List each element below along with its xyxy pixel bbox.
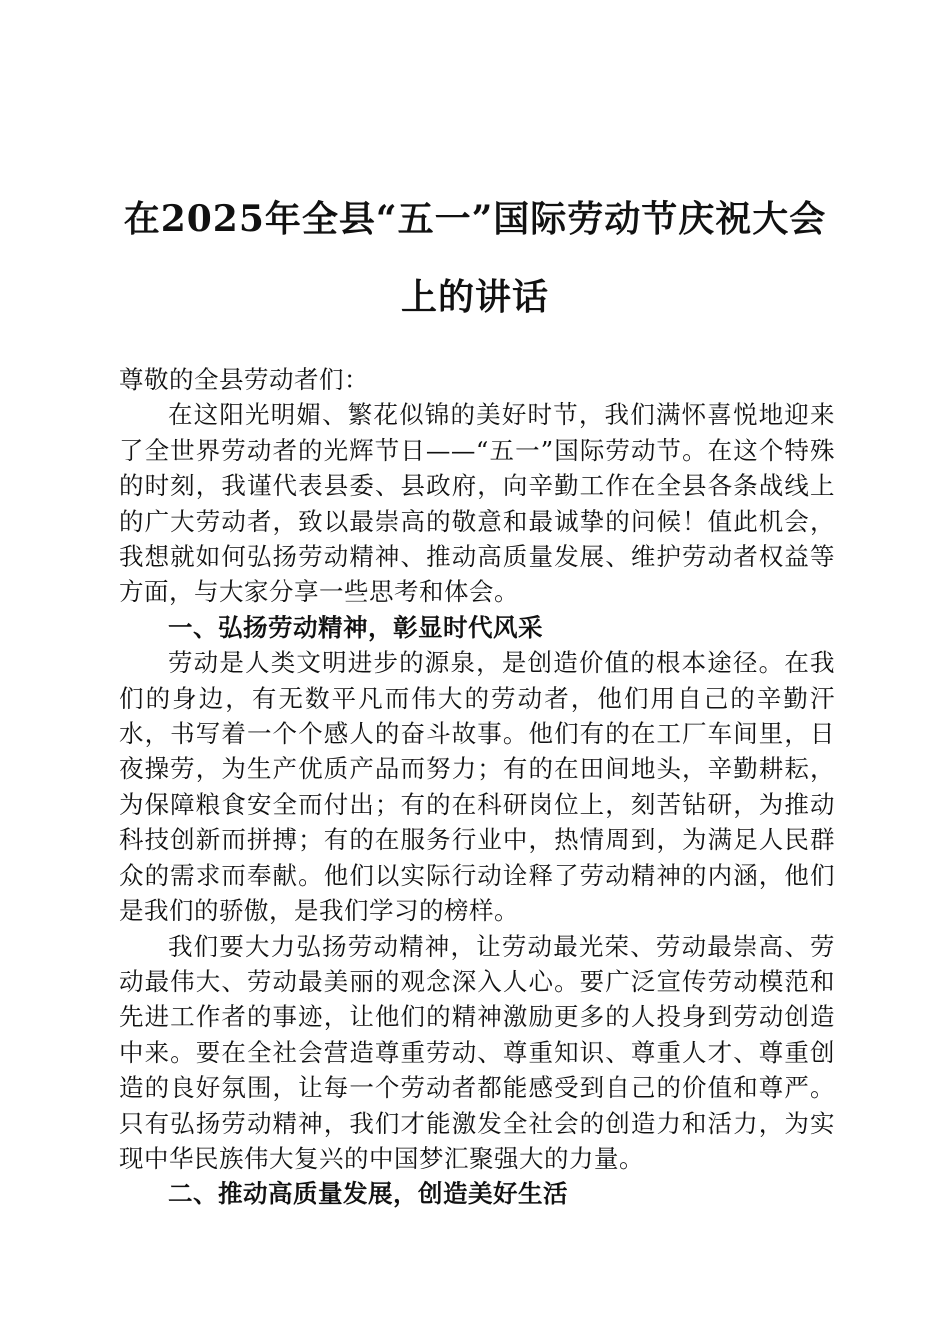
document-body bbox=[119, 362, 835, 1212]
document-title: 在2025年全县“五一”国际劳动节庆祝大会上的讲话 bbox=[123, 198, 827, 318]
paragraph-labor-source: 劳动是人类文明进步的源泉，是创造价值的根本途径。在我们的身边，有无数平凡而伟大的劳动者，他们用自己的辛勤汗水，书写着一个个感人的奋斗故事。他们有的在工厂车间里，日夜操劳，为生产优质产品而努力；有的在田间地头，辛勤耕耘，为保障粮食安全而付出；有的在科研岗位上，刻苦钻研，为推动科技创新而拼搏；有的在服务行业中，热情周到，为满足人民群众的需求而奉献。他们以实际行动诠释了劳动精神的内涵，他们是我们的骄傲，是我们学习的榜样。 bbox=[119, 648, 835, 926]
salutation: 尊敬的全县劳动者们： bbox=[119, 365, 369, 394]
section-heading-1: 一、弘扬劳动精神，彰显时代风采 bbox=[168, 612, 543, 642]
paragraph-promote-spirit: 我们要大力弘扬劳动精神，让劳动最光荣、劳动最崇高、劳动最伟大、劳动最美丽的观念深入人心。要广泛宣传劳动模范和先进工作者的事迹，让他们的精神激励更多的人投身到劳动创造中来。要在全社会营造尊重劳动、尊重知识、尊重人才、尊重创造的良好氛围，让每一个劳动者都能感受到自己的价值和尊严。只有弘扬劳动精神，我们才能激发全社会的创造力和活力，为实现中华民族伟大复兴的中国梦汇聚强大的力量。 bbox=[119, 931, 835, 1173]
section-heading-2: 二、推动高质量发展，创造美好生活 bbox=[168, 1179, 568, 1209]
paragraph-intro: 在这阳光明媚、繁花似锦的美好时节，我们满怀喜悦地迎来了全世界劳动者的光辉节日——“五一”国际劳动节。在这个特殊的时刻，我谨代表县委、县政府，向辛勤工作在全县各条战线上的广大劳动者，致以最崇高的敬意和最诚挚的问候！值此机会，我想就如何弘扬劳动精神、推动高质量发展、维护劳动者权益等方面，与大家分享一些思考和体会。 bbox=[119, 400, 835, 607]
